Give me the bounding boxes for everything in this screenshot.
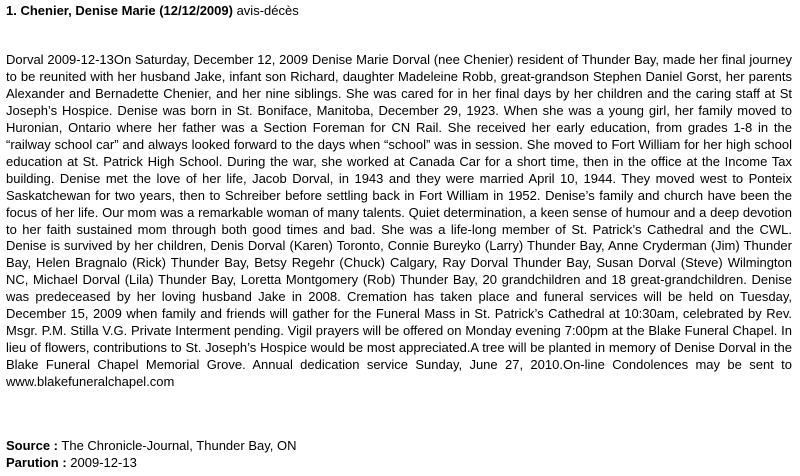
parution-value: 2009-12-13 <box>70 455 137 470</box>
record-number: 1. <box>6 3 17 18</box>
parution-label: Parution : <box>6 455 67 470</box>
source-line <box>6 437 296 454</box>
source-label: Source : <box>6 438 59 453</box>
record-heading <box>6 2 299 20</box>
obituary-text: Dorval 2009-12-13On Saturday, December 12, 2009 Denise Marie Dorval (nee Chenier) resident of Thunder Bay, made her final journey to be reunited with her husband Jake, infant son Richard, daughter Madeleine Robb, great-grandson Stephen Daniel Gorst, her parents Alexander and Bernadette Chenier, and her nine siblings. She was cared for in her final days by her children and the caring staff at St Joseph’s Hospice. Denise was born in St. Boniface, Manitoba, December 29, 1923. When she was a young girl, her family moved to Huronian, Ontario where her father was a Section Foreman for CN Rail. She received her early education, from grades 1-8 in the “railway school car” and always looked forward to the days when “school” was in session. She moved to Fort William for her high school education at St. Patrick High School. During the war, she worked at Canada Car for a short time, then in the office at the Income Tax building. Denise met the love of her life, Jacob Dorval, in 1943 and they were married April 10, 1944. They moved west to Ponteix Saskatchewan for two years, then to Schreiber before settling back in Fort William in 1952. Denise’s family and church have been the focus of her life. Our mom was a remarkable woman of many talents. Quiet determination, a keen sense of humour and a deep devotion to her faith sustained mom through both good times and bad. She was a life-long member of St. Patrick’s Cathedral and the CWL. Denise is survived by her children, Denis Dorval (Karen) Toronto, Connie Bureyko (Larry) Thunder Bay, Anne Cryderman (Jim) Thunder Bay, Helen Bragnalo (Rick) Thunder Bay, Betsy Regehr (Chuck) Calgary, Ray Dorval Thunder Bay, Susan Dorval (Steve) Wilmington NC, Michael Dorval (Lila) Thunder Bay, Loretta Montgomery (Rob) Thunder Bay, 20 grandchildren and 18 great-grandchildren. Denise was predeceased by her loving husband Jake in 2008. Cremation has taken place and funeral services will be held on Tuesday, December 15, 2009 when family and friends will gather for the Funeral Mass in St. Patrick’s Cathedral at 10:30am, celebrated by Rev. Msgr. P.M. Stilla V.G. Private Interment pending. Vigil prayers will be offered on Monday evening 7:00pm at the Blake Funeral Chapel. In lieu of flowers, contributions to St. Joseph’s Hospice would be most appreciated.A tree will be planted in memory of Denise Dorval in the Blake Funeral Chapel Memorial Grove. Annual dedication service Sunday, June 27, 2010.On-line Condolences may be sent to www.blakefuneralchapel.com <box>6 52 792 390</box>
record-name: Chenier, Denise Marie <box>20 3 156 18</box>
record-type: avis-décès <box>236 3 299 18</box>
parution-line <box>6 454 137 471</box>
source-value: The Chronicle-Journal, Thunder Bay, ON <box>61 438 297 453</box>
record-date: (12/12/2009) <box>159 3 233 18</box>
